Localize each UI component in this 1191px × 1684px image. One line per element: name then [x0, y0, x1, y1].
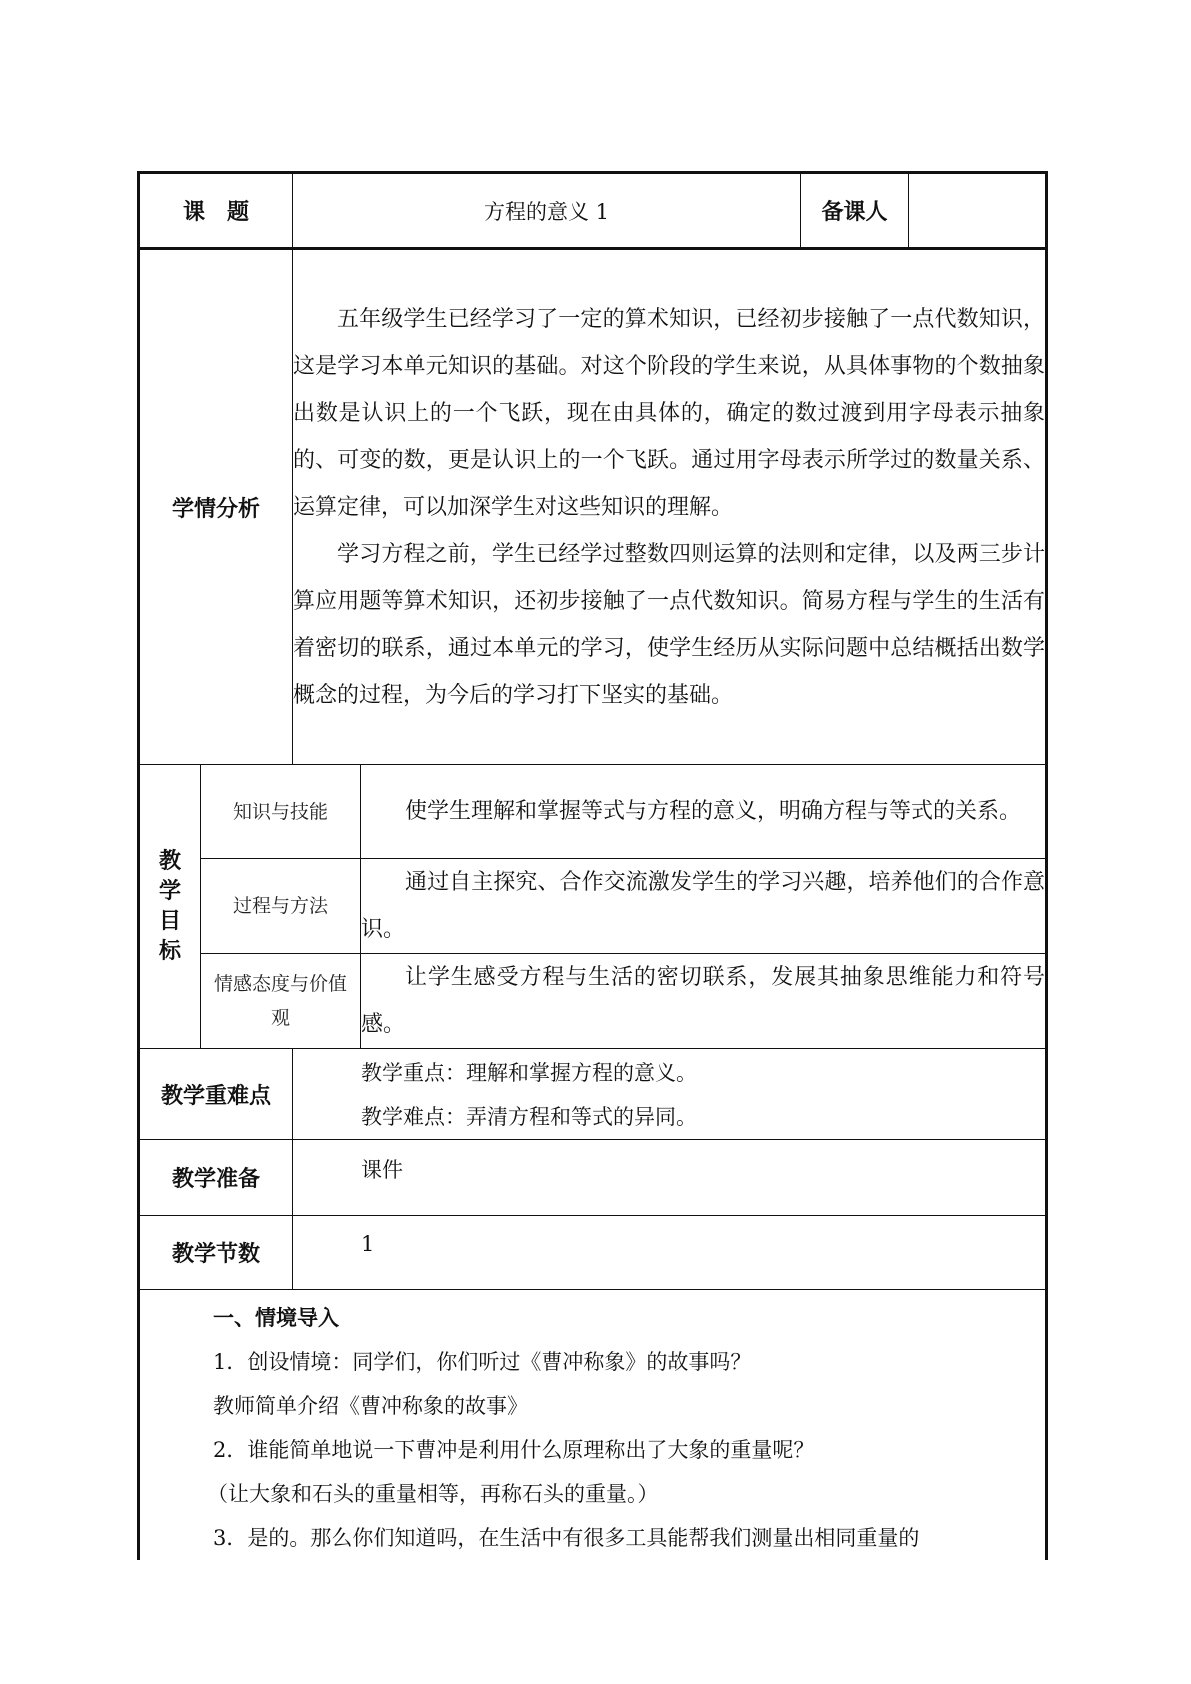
key-point-line: 教学难点：弄清方程和等式的异同。: [361, 1105, 698, 1129]
preparer-label: 备课人: [801, 173, 909, 249]
topic-label: 课 题: [139, 173, 293, 249]
objectives-label-char: 目: [158, 908, 181, 934]
key-points-label: 教学重难点: [139, 1049, 293, 1140]
preparation-row: [139, 1140, 1047, 1216]
preparer-value: [909, 173, 1047, 249]
objectives-label-char: 学: [158, 878, 181, 904]
periods-value-cell: [293, 1216, 1047, 1290]
objective-label: 知识与技能: [201, 765, 361, 859]
objective-text: [361, 859, 1047, 954]
objective-label: 情感态度与价值观: [201, 954, 361, 1049]
process-line: （让大象和石头的重量相等，再称石头的重量。）: [207, 1482, 659, 1506]
objective-text-body: 让学生感受方程与生活的密切联系，发展其抽象思维能力和符号感。: [361, 965, 1046, 1037]
key-points-row: [139, 1049, 1047, 1140]
student-analysis-row: [139, 249, 1047, 765]
objective-row-knowledge: [139, 765, 1047, 859]
objective-text: [361, 954, 1047, 1049]
periods-label: 教学节数: [139, 1216, 293, 1290]
lesson-plan-table: [137, 171, 1048, 1560]
periods-row: [139, 1216, 1047, 1290]
process-line: 2．谁能简单地说一下曹冲是利用什么原理称出了大象的重量呢？: [213, 1438, 815, 1462]
student-analysis-paragraph-2: 学习方程之前，学生已经学过整数四则运算的法则和定律，以及两三步计算应用题等算术知识，还初步接触了一点代数知识。简易方程与学生的生活有着密切的联系，通过本单元的学习，使学生经历从实际问题中总结概括出数学概念的过程，为今后的学习打下坚实的基础。: [293, 541, 1046, 708]
key-points-content: [293, 1049, 1047, 1140]
student-analysis-label: 学情分析: [139, 249, 293, 765]
process-line: 3．是的。那么你们知道吗，在生活中有很多工具能帮我们测量出相同重量的: [213, 1526, 920, 1550]
preparation-label: 教学准备: [139, 1140, 293, 1216]
objectives-label: [139, 765, 201, 1049]
process-line: 教师简单介绍《曹冲称象的故事》: [213, 1394, 528, 1418]
key-point-line: 教学重点：理解和掌握方程的意义。: [361, 1061, 698, 1085]
objective-label: 过程与方法: [201, 859, 361, 954]
objectives-label-char: 标: [158, 938, 181, 964]
objective-text-body: 通过自主探究、合作交流激发学生的学习兴趣，培养他们的合作意识。: [361, 870, 1046, 942]
process-row: [139, 1290, 1047, 1561]
process-line: 1．创设情境：同学们，你们听过《曹冲称象》的故事吗？: [213, 1350, 752, 1374]
objectives-label-char: 教: [158, 848, 181, 874]
student-analysis-content: [293, 249, 1047, 765]
preparation-value: 课件: [361, 1158, 404, 1182]
preparation-value-cell: [293, 1140, 1047, 1216]
title-row: [139, 173, 1047, 249]
process-heading: 一、情境导入: [213, 1306, 339, 1330]
topic-value: 方程的意义 1: [293, 173, 801, 249]
objective-row-process: [139, 859, 1047, 954]
periods-value: 1: [361, 1232, 375, 1256]
objective-text-body: 使学生理解和掌握等式与方程的意义，明确方程与等式的关系。: [405, 799, 1022, 824]
teaching-process: [139, 1290, 1047, 1561]
student-analysis-paragraph-1: 五年级学生已经学习了一定的算术知识，已经初步接触了一点代数知识，这是学习本单元知识的基础。对这个阶段的学生来说，从具体事物的个数抽象出数是认识上的一个飞跃，现在由具体的，确定的数过渡到用字母表示抽象的、可变的数，更是认识上的一个飞跃。通过用字母表示所学过的数量关系、运算定律，可以加深学生对这些知识的理解。: [293, 306, 1046, 520]
objective-text: [361, 765, 1047, 859]
objective-row-attitude: [139, 954, 1047, 1049]
